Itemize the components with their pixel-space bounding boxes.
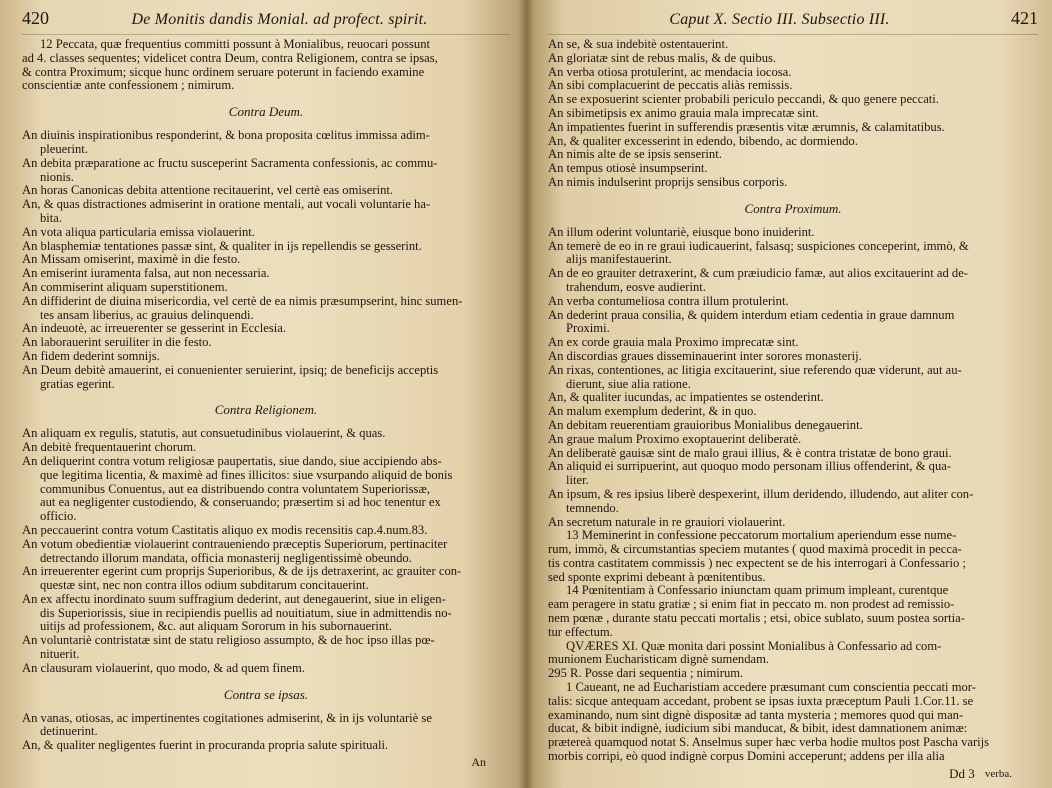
list-item: An dederint praua consilia, & quidem interdum etiam cedentia in graue damnum — [548, 308, 955, 322]
list-item: An, & qualiter negligentes fuerint in procuranda propria salute spirituali. — [22, 739, 389, 753]
list-item: An laborauerint seruiliter in die festo. — [22, 336, 212, 350]
list-item: An votum obedientiæ violauerint contraueniendo præceptis Superiorum, pertinaciter — [22, 537, 448, 551]
list-item: An secretum naturale in re grauiori violauerint. — [548, 515, 786, 529]
text-line: munionem Eucharisticam dignè sumendam. — [548, 653, 770, 667]
list-item: An, & qualiter iucundas, ac impatientes se ostenderint. — [548, 391, 824, 405]
list-item: An temerè de eo in re graui iudicauerint, falsasq; suspiciones conceperint, immò, & — [548, 239, 969, 253]
list-item-continuation: Proximi. — [566, 322, 610, 336]
list-item: An aliquid ei surripuerint, aut quoquo modo personam illius offenderint, & qua- — [548, 460, 952, 474]
text-line: talis: sicque antequam accedant, probent se ipsas iuxta præceptum Pauli 1.Cor.11. se — [548, 694, 974, 708]
list-item: An de eo grauiter detraxerint, & cum præiudicio famæ, aut alios excitauerint ad de- — [548, 267, 968, 281]
list-item-continuation: dierunt, siue alia ratione. — [566, 377, 691, 391]
signature-mark: Dd 3 — [949, 766, 975, 781]
list-item: An rixas, contentiones, ac litigia excitauerint, siue referendo quæ viderunt, aut au- — [548, 363, 962, 377]
right-running-title: Caput X. Sectio III. Subsectio III. — [669, 11, 890, 28]
list-item-continuation: temnendo. — [566, 501, 619, 515]
list-item-continuation: alijs manifestauerint. — [566, 253, 672, 267]
list-item: An horas Canonicas debita attentione recitauerint, vel certè eas omiserint. — [22, 184, 394, 198]
list-item: An deliberatè gauisæ sint de malo graui illius, & è contra tristatæ de bono graui. — [548, 446, 952, 460]
list-contra-se-ipsas-continued — [548, 38, 1038, 190]
list-item-continuation: aut ea negligenter custodiendo, & conseruando; præsertim si ad hoc tenentur ex — [40, 496, 441, 510]
list-item: An, & qualiter excesserint in edendo, bibendo, ac dormiendo. — [548, 134, 858, 148]
list-item: An diffiderint de diuina misericordia, vel certè de ea nimis præsumpserint, hinc sumen- — [22, 294, 463, 308]
list-item: An nimis indulserint proprijs sensibus corporis. — [548, 175, 788, 189]
text-line: QVÆRES XI. Quæ monita dari possint Monialibus à Confessario ad com- — [566, 639, 942, 653]
left-page-number: 420 — [22, 8, 49, 28]
list-item: An vanas, otiosas, ac impertinentes cogitationes admiserint, & in ijs voluntariè se — [22, 711, 432, 725]
right-catchword: verba. — [984, 768, 1012, 780]
list-contra-religionem — [22, 427, 510, 675]
list-item: An debita præparatione ac fructu susceperint Sacramenta confessionis, ac commu- — [22, 156, 438, 170]
list-item: An voluntariè contristatæ sint de statu religioso assumpto, & de hoc ipso illas pœ- — [22, 634, 435, 648]
list-item: An fidem dederint somnijs. — [22, 349, 160, 363]
list-item-continuation: questæ sint, nec non contra illos odium subditarum concitauerint. — [40, 579, 369, 593]
list-item-continuation: que legitima licentia, & maximè ad fines illicitos: siue vsurpando aliquid de bonis — [40, 468, 453, 482]
text-line: nem pœnæ , durante statu peccati mortalis ; etsi, obice sublato, suum postea sortia- — [548, 612, 965, 626]
paragraph-1 — [548, 681, 1038, 764]
left-catchword: An — [471, 755, 486, 769]
right-page-number: 421 — [1011, 8, 1038, 28]
list-item: An debitè frequentauerint chorum. — [22, 441, 197, 455]
list-contra-deum — [22, 129, 510, 391]
section-title-contra-proximum: Contra Proximum. — [744, 200, 842, 216]
list-item: An Deum debitè amauerint, ei conuenienter seruierint, ipsiq; de beneficijs acceptis — [22, 363, 439, 377]
paragraph-12 — [22, 38, 510, 93]
list-item: An clausuram violauerint, quo modo, & ad quem finem. — [22, 661, 305, 675]
list-item: An sibimetipsis ex animo grauia mala imprecatæ sint. — [548, 106, 819, 120]
section-title-contra-deum: Contra Deum. — [228, 104, 304, 120]
book-gutter — [518, 0, 534, 788]
text-line: ad 4. classes sequentes; videlicet contra Deum, contra Religionem, contra se ipsas, — [22, 51, 438, 65]
text-line: morbis corripi, eò quod indignè corpus Domini acceperunt; addens per illa alia — [548, 750, 945, 764]
list-contra-se-ipsas — [22, 712, 510, 753]
list-item: An malum exemplum dederint, & in quo. — [548, 405, 757, 419]
list-item: An blasphemiæ tentationes passæ sint, & qualiter in ijs repellendis se gesserint. — [22, 239, 422, 253]
list-item-continuation: detrectando illorum mandata, officia monasterij negligentissimè obeundo. — [40, 551, 412, 565]
text-line: 14 Pœnitentiam à Confessario iniunctam quam primum impleant, curentque — [566, 584, 949, 598]
text-line: rum, immò, & circumstantias speciem mutantes ( quod maximà procedit in pecca- — [548, 543, 962, 557]
list-item: An illum oderint voluntariè, eiusque bono inuiderint. — [548, 225, 815, 239]
list-item: An se exposuerint scienter probabili periculo peccandi, & quo genere peccati. — [548, 93, 939, 107]
list-item-continuation: liter. — [566, 474, 589, 488]
list-item: An irreuerenter egerint cum proprijs Superioribus, & de ijs detraxerint, ac grauiter con- — [22, 565, 462, 579]
list-item-continuation: tes ansam liberius, ac grauius delinquendi. — [40, 308, 254, 322]
list-item: An emiserint iuramenta falsa, aut non necessaria. — [22, 267, 270, 281]
section-title-contra-se-ipsas: Contra se ipsas. — [223, 686, 309, 702]
list-item: An verba contumeliosa contra illum protulerint. — [548, 294, 789, 308]
list-item-continuation: pleuerint. — [40, 142, 88, 156]
list-item: An verba otiosa protulerint, ac mendacia iocosa. — [548, 65, 792, 79]
text-line: sed sponte exprimi debeant à pœnitentibus. — [548, 570, 766, 584]
list-item-continuation: officio. — [40, 510, 77, 524]
list-item: An se, & sua indebitè ostentauerint. — [548, 38, 729, 51]
paragraph-14 — [548, 584, 1038, 639]
text-line: 1 Caueant, ne ad Eucharistiam accedere præsumant cum conscientia peccati mor- — [566, 681, 976, 695]
list-item: An graue malum Proximo exoptauerint deliberatè. — [548, 432, 802, 446]
list-item: An peccauerint contra votum Castitatis aliquo ex modis recensitis cap.4.num.83. — [22, 523, 428, 537]
list-item: An indeuotè, ac irreuerenter se gesserint in Ecclesia. — [22, 322, 287, 336]
quaeres-heading — [548, 640, 1038, 668]
list-item: An ipsum, & res ipsius liberè despexerint, illum deridendo, illudendo, aut aliter con- — [548, 487, 974, 501]
text-line: 12 Peccata, quæ frequentius committi possunt à Monialibus, reuocari possunt — [40, 38, 430, 51]
list-item-continuation: bita. — [40, 211, 63, 225]
list-item: An gloriatæ sint de rebus malis, & de quibus. — [548, 51, 777, 65]
response-line: 295 R. Posse dari sequentia ; nimirum. — [548, 667, 744, 681]
list-item-continuation: nituerit. — [40, 648, 80, 662]
text-line: conscientiæ ante confessionem ; nimirum. — [22, 79, 235, 93]
right-page — [526, 0, 1052, 788]
text-line: tur effectum. — [548, 625, 613, 639]
list-item-continuation: dis Superiorissis, siue in recipiendis puellis ad nouitiatum, siue in admittendis no- — [40, 606, 452, 620]
list-contra-proximum — [548, 226, 1038, 530]
list-item: An impatientes fuerint in sufferendis præsentis vitæ ærumnis, & calamitatibus. — [548, 120, 945, 134]
list-item: An discordias graues disseminauerint inter sorores monasterij. — [548, 349, 862, 363]
list-item: An, & quas distractiones admiserint in oratione mentali, aut vocali voluntarie ha- — [22, 198, 431, 212]
list-item: An commiserint aliquam superstitionem. — [22, 280, 228, 294]
text-line: prætereà quamquod notat S. Anselmus super hæc verba hodie multos post Pascha varijs — [548, 736, 990, 750]
text-line: tis contra castitatem commissis ) nec expectent se de his interrogari à Confessario ; — [548, 556, 966, 570]
list-item: An sibi complacuerint de peccatis aliàs remissis. — [548, 79, 793, 93]
text-line: ducat, & bibit indignè, iudicium sibi manducat, & bibit, idest damnationem animæ: — [548, 722, 968, 736]
left-running-head — [22, 8, 510, 35]
list-item-continuation: nionis. — [40, 170, 74, 184]
list-item: An debitam reuerentiam grauioribus Monialibus denegauerint. — [548, 418, 863, 432]
right-footer — [949, 766, 1012, 782]
list-item: An ex affectu inordinato suum suffragium dederint, aut denegauerint, siue in eligen- — [22, 592, 446, 606]
list-item: An vota aliqua particularia emissa violauerint. — [22, 225, 255, 239]
list-item: An tempus otiosè insumpserint. — [548, 162, 708, 176]
text-line: & contra Proximum; sicque hunc ordinem seruare poterunt in faciendo examine — [22, 65, 425, 79]
list-item: An ex corde grauia mala Proximo imprecatæ sint. — [548, 336, 799, 350]
section-title-contra-religionem: Contra Religionem. — [214, 402, 318, 418]
list-item-continuation: uitijs ad professionem, &c. aut aliquam Sororum in his subornauerint. — [40, 620, 392, 634]
text-line: examinando, num sint dignè dispositæ ad tanta mysteria ; memores quod qui man- — [548, 708, 964, 722]
right-running-head — [548, 8, 1038, 35]
list-item-continuation: detinuerint. — [40, 725, 98, 739]
left-running-title: De Monitis dandis Monial. ad profect. spirit. — [131, 11, 428, 28]
text-line: 13 Meminerint in confessione peccatorum mortalium aperiendum esse nume- — [566, 529, 957, 543]
paragraph-13 — [548, 529, 1038, 584]
list-item: An Missam omiserint, maximè in die festo. — [22, 253, 241, 267]
list-item-continuation: communibus Conuentus, aut ea distribuendo contra voluntatem Superiorissæ, — [40, 482, 431, 496]
text-line: eam peragere in statu gratiæ ; si enim fiat in peccato m. non prodest ad remissio- — [548, 598, 955, 612]
list-item-continuation: trahendum, eosve audierint. — [566, 280, 706, 294]
list-item: An nimis alte de se ipsis senserint. — [548, 148, 722, 162]
list-item: An deliquerint contra votum religiosæ paupertatis, siue dando, siue accipiendo abs- — [22, 454, 442, 468]
list-item-continuation: gratias egerint. — [40, 377, 115, 391]
list-item: An aliquam ex regulis, statutis, aut consuetudinibus violauerint, & quas. — [22, 427, 386, 441]
list-item: An diuinis inspirationibus responderint, & bona proposita cœlitus immissa adim- — [22, 129, 430, 143]
